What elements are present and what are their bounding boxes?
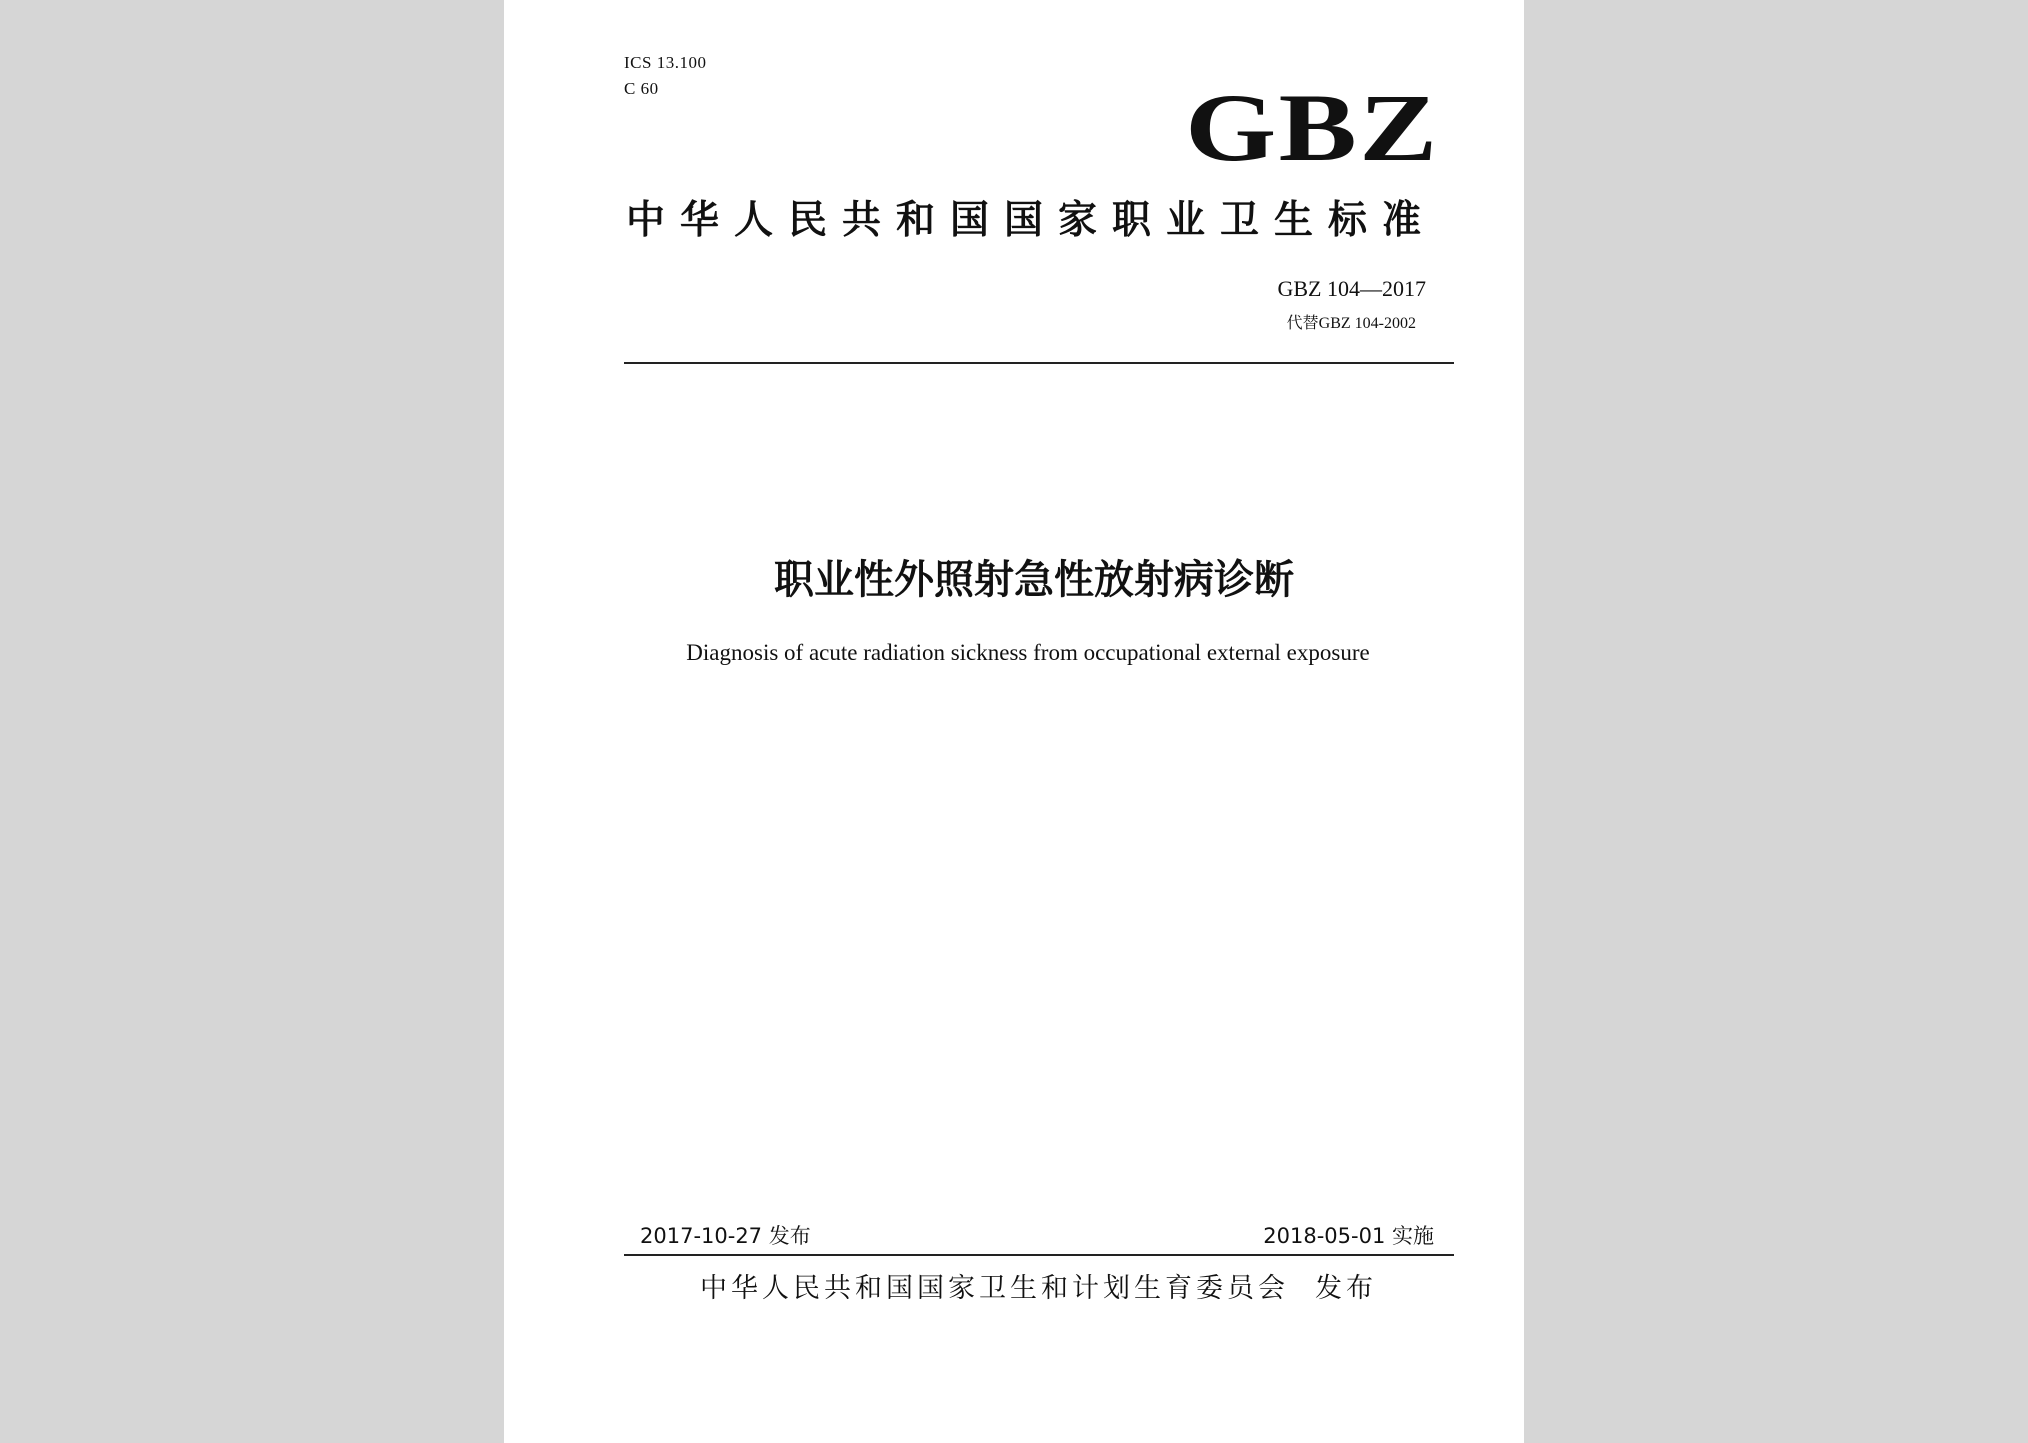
chinese-title: 职业性外照射急性放射病诊断 bbox=[774, 557, 1294, 603]
ics-code: ICS 13.100 bbox=[624, 53, 707, 72]
document-page bbox=[504, 0, 1524, 1443]
issue-date: 2017-10-27 发布 bbox=[640, 1224, 811, 1248]
bottom-divider bbox=[624, 1254, 1454, 1256]
standard-type-heading: 中华人民共和国国家职业卫生标准 bbox=[626, 198, 1437, 243]
effective-date: 2018-05-01 实施 bbox=[1263, 1224, 1434, 1248]
gbz-logo: GBZ bbox=[1185, 74, 1440, 181]
ccs-code: C 60 bbox=[624, 79, 659, 98]
top-divider bbox=[624, 362, 1454, 364]
classification-codes bbox=[624, 50, 706, 102]
standard-code: GBZ 104—2017 bbox=[1277, 276, 1426, 301]
issuing-authority bbox=[700, 1266, 1377, 1305]
english-title: Diagnosis of acute radiation sickness from occupational external exposure bbox=[686, 640, 1370, 665]
replaces-standard: 代替GBZ 104-2002 bbox=[1286, 315, 1416, 332]
issuer-name: 中华人民共和国国家卫生和计划生育委员会 bbox=[700, 1273, 1289, 1304]
issue-word: 发布 bbox=[1315, 1273, 1377, 1304]
